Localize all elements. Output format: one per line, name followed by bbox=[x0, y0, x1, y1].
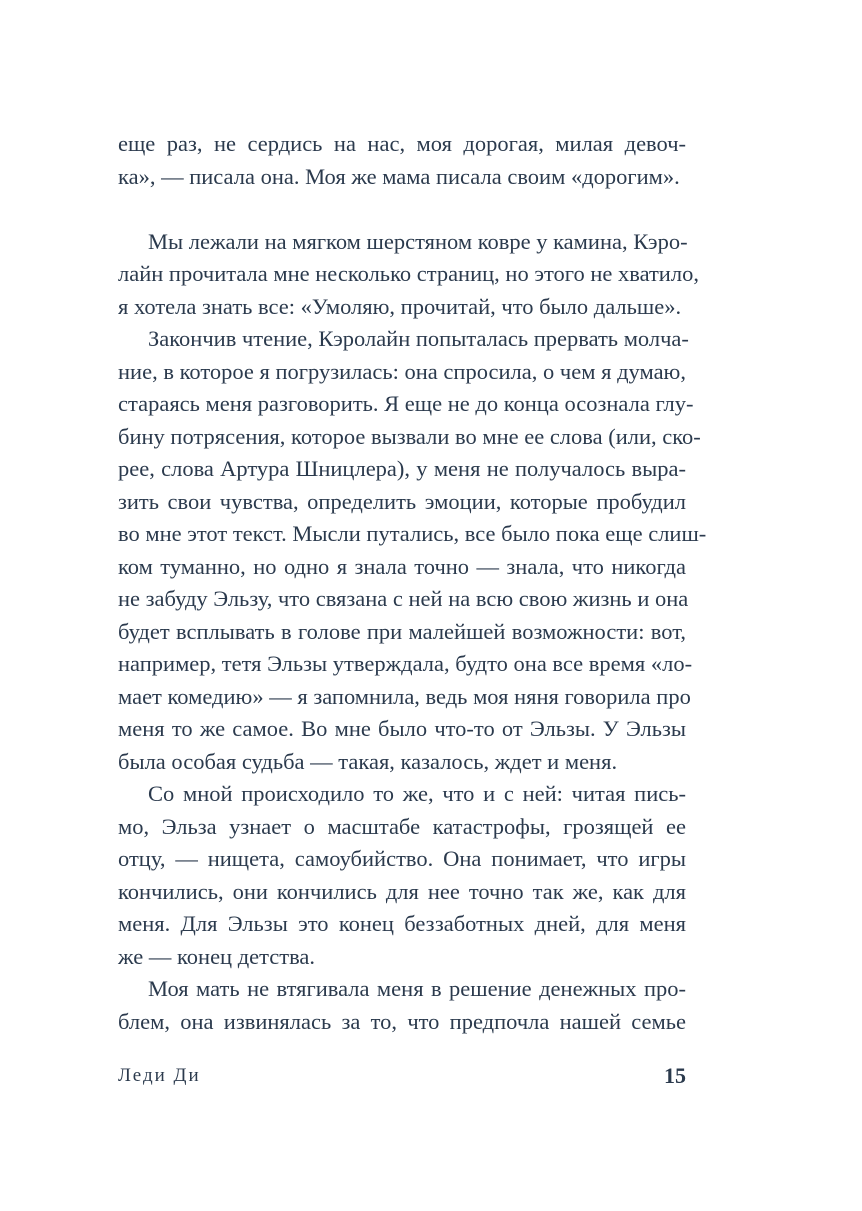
text-line: меня. Для Эльзы это конец беззаботных дней, для меня bbox=[118, 911, 686, 936]
text-line: не забуду Эльзу, что связана с ней на всю свою жизнь и она bbox=[118, 586, 689, 611]
text-line: Со мной происходило то же, что и с ней: читая пись- bbox=[148, 781, 686, 806]
text-line: Мы лежали на мягком шерстяном ковре у камина, Кэро- bbox=[148, 228, 688, 254]
text-line: Закончив чтение, Кэролайн попыталась прервать молча- bbox=[148, 326, 689, 351]
text-line: меня то же самое. Во мне было что-то от Эльзы. У Эльзы bbox=[118, 716, 686, 741]
text-line: например, тетя Эльзы утверждала, будто она все время «ло- bbox=[118, 651, 693, 676]
page-footer bbox=[118, 1063, 686, 1093]
text-line: ком туманно, но одно я знала точно — знала, что никогда bbox=[118, 553, 686, 579]
text-line: ка», — писала она. Моя же мама писала своим «дорогим». bbox=[118, 163, 680, 189]
body-text bbox=[118, 128, 707, 1038]
text-line: Моя мать не втягивала меня в решение денежных про- bbox=[148, 976, 686, 1001]
text-line: рее, слова Артура Шницлера), у меня не получалось выра- bbox=[118, 456, 686, 481]
text-line: мает комедию» — я запомнила, ведь моя няня говорила про bbox=[118, 683, 691, 709]
text-line: кончились, они кончились для нее точно так же, как для bbox=[118, 878, 686, 904]
text-line: же — конец детства. bbox=[118, 943, 316, 969]
text-line: лайн прочитала мне несколько страниц, но этого не хватило, bbox=[118, 261, 699, 286]
text-line: я хотела знать все: «Умоляю, прочитай, что было дальше». bbox=[118, 293, 682, 319]
text-line: во мне этот текст. Мысли путались, все было пока еще слиш- bbox=[118, 521, 707, 546]
text-line: ние, в которое я погрузилась: она спросила, о чем я думаю, bbox=[118, 358, 686, 384]
text-line: мо, Эльза узнает о масштабе катастрофы, грозящей ее bbox=[118, 813, 686, 839]
text-line: зить свои чувства, определить эмоции, которые пробудил bbox=[118, 488, 686, 514]
page-number: 15 bbox=[664, 1063, 686, 1088]
text-line: была особая судьба — такая, казалось, ждет и меня. bbox=[118, 748, 618, 774]
text-line: еще раз, не сердись на нас, моя дорогая, милая девоч- bbox=[118, 131, 686, 156]
text-line: отцу, — нищета, самоубийство. Она понимает, что игры bbox=[118, 846, 686, 871]
running-title: Леди Ди bbox=[118, 1065, 201, 1086]
text-line: бину потрясения, которое вызвали во мне ее слова (или, ско- bbox=[118, 423, 701, 449]
text-line: блем, она извинялась за то, что предпочла нашей семье bbox=[118, 1008, 686, 1034]
text-line: будет всплывать в голове при малейшей возможности: вот, bbox=[118, 618, 686, 644]
paragraph-gap bbox=[118, 193, 686, 226]
text-line: стараясь меня разговорить. Я еще не до конца осознала глу- bbox=[118, 391, 694, 416]
